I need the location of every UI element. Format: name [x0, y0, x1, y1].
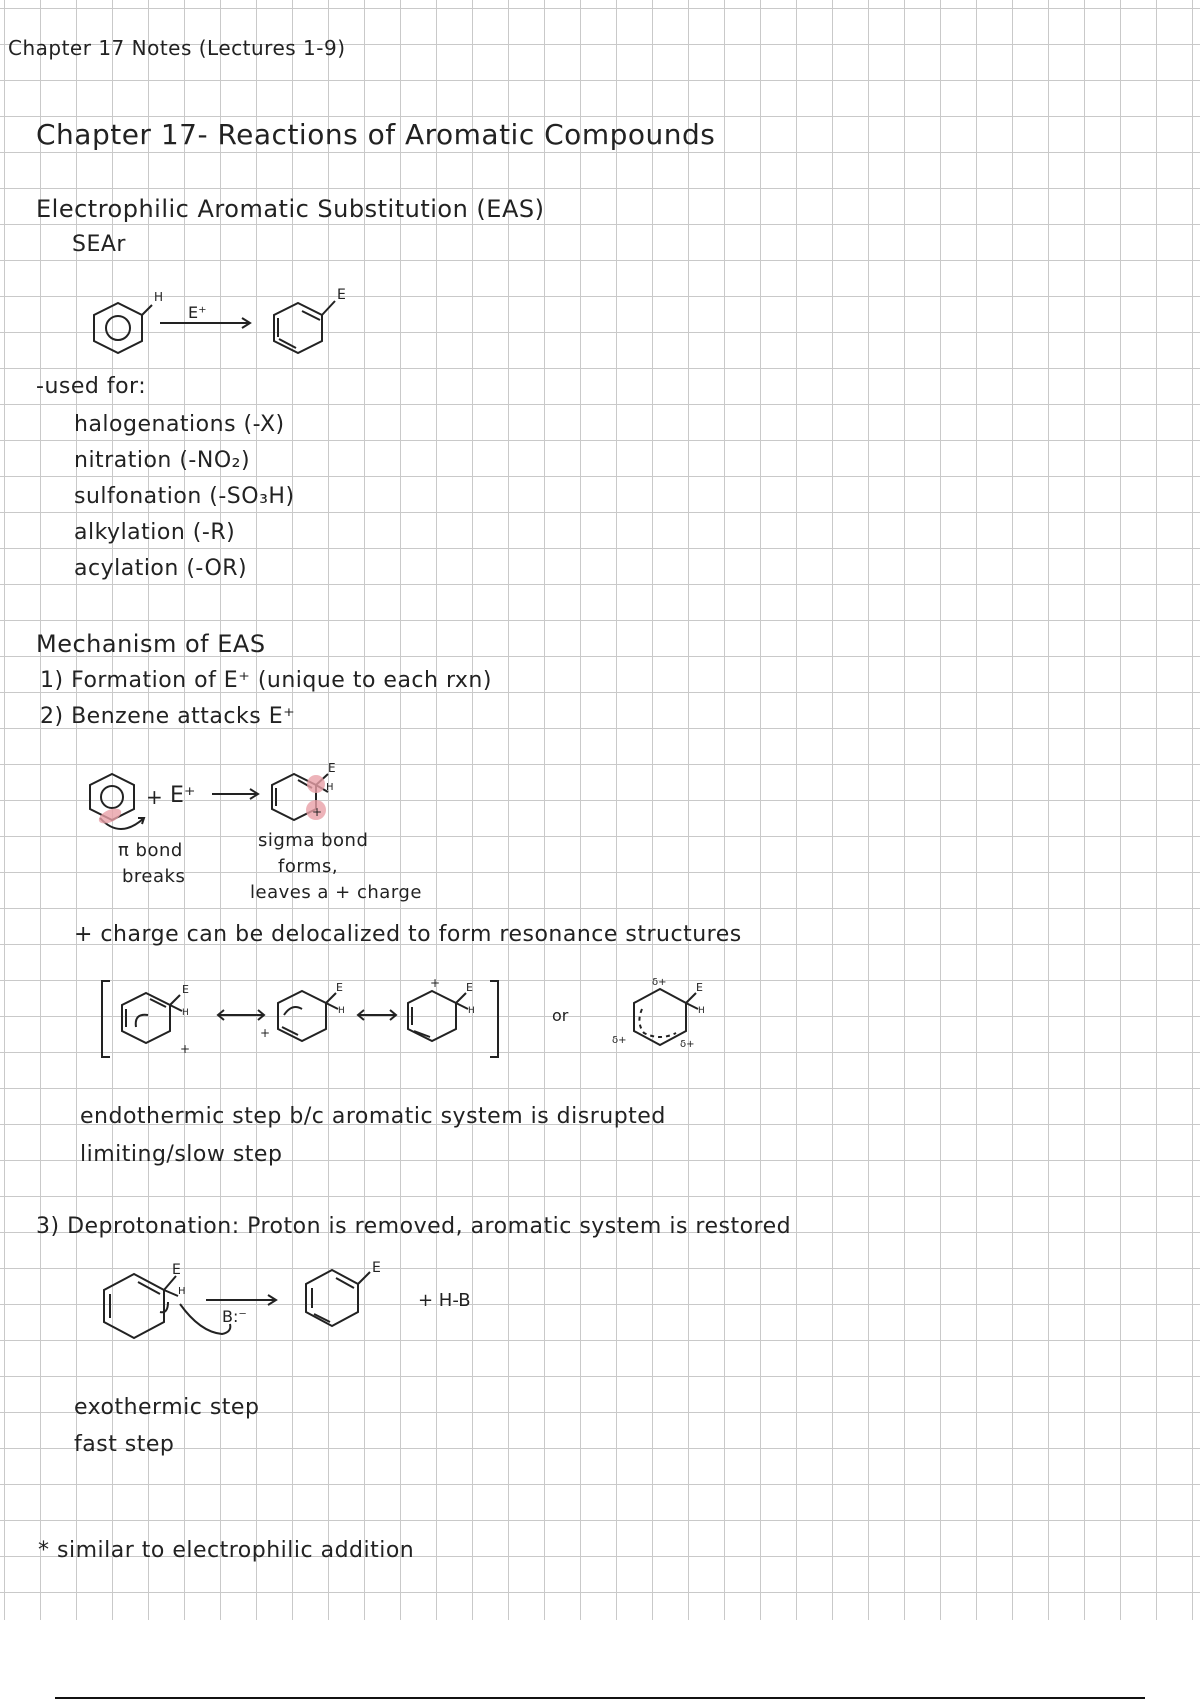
attack-e-label: E — [328, 761, 336, 775]
deprot-h-label: H — [178, 1286, 186, 1297]
footnote: * similar to electrophilic addition — [38, 1538, 415, 1563]
scheme-h-label: H — [154, 290, 164, 304]
hybrid-h: H — [698, 1006, 705, 1016]
res3-e: E — [466, 981, 473, 994]
res3-plus: + — [430, 976, 441, 990]
attack-h-label: H — [326, 782, 334, 793]
deprot-byproduct: + H-B — [418, 1290, 471, 1311]
res2-h: H — [338, 1006, 345, 1016]
res2-plus: + — [260, 1026, 271, 1040]
deprot-product-e-label: E — [372, 1260, 381, 1276]
sear-abbreviation: SEAr — [72, 232, 126, 257]
mechanism-heading: Mechanism of EAS — [36, 630, 266, 658]
mechanism-step-2: 2) Benzene attacks E⁺ — [40, 704, 296, 729]
delocalization-note: + charge can be delocalized to form resonance structures — [74, 922, 742, 947]
scheme-e-label: E — [337, 287, 346, 303]
step2-note-1: endothermic step b/c aromatic system is disrupted — [80, 1104, 666, 1129]
attack-plus: + — [146, 785, 163, 809]
page-title: Chapter 17- Reactions of Aromatic Compounds — [36, 118, 716, 151]
deprot-e-label: E — [172, 1262, 181, 1278]
hybrid-delta-right: δ+ — [680, 1039, 695, 1050]
scheme-reagent-label: E⁺ — [188, 303, 207, 322]
deprotonation-scheme — [80, 1262, 520, 1362]
hybrid-e: E — [696, 981, 703, 994]
eas-overall-scheme — [80, 285, 360, 365]
used-for-label: -used for: — [36, 374, 147, 399]
attack-reagent: E⁺ — [170, 783, 196, 808]
resonance-scheme — [96, 975, 736, 1065]
mechanism-step-1: 1) Formation of E⁺ (unique to each rxn) — [40, 668, 492, 693]
deprot-base-label: B:⁻ — [222, 1307, 247, 1326]
attack-charge-label: + — [312, 805, 323, 819]
pi-bond-note-1: π bond — [118, 840, 183, 861]
res1-plus: + — [180, 1042, 191, 1056]
pi-bond-note-2: breaks — [122, 866, 186, 887]
page-header: Chapter 17 Notes (Lectures 1-9) — [8, 36, 346, 60]
use-item-nitration: nitration (-NO₂) — [74, 448, 251, 473]
use-item-acylation: acylation (-OR) — [74, 556, 248, 581]
bottom-rule — [55, 1697, 1145, 1699]
sigma-bond-note-1: sigma bond — [258, 830, 369, 851]
mechanism-step-3: 3) Deprotonation: Proton is removed, aromatic system is restored — [36, 1214, 792, 1239]
hybrid-delta-left: δ+ — [612, 1035, 627, 1046]
use-item-alkylation: alkylation (-R) — [74, 520, 236, 545]
resonance-or: or — [552, 1006, 569, 1025]
step3-note-2: fast step — [74, 1432, 175, 1457]
step3-note-1: exothermic step — [74, 1395, 260, 1420]
hybrid-delta-top: δ+ — [652, 977, 667, 988]
use-item-sulfonation: sulfonation (-SO₃H) — [74, 484, 295, 509]
use-item-halogenation: halogenations (-X) — [74, 412, 285, 437]
step2-note-2: limiting/slow step — [80, 1142, 283, 1167]
eas-heading: Electrophilic Aromatic Substitution (EAS) — [36, 195, 545, 223]
sigma-bond-note-2: forms, — [278, 856, 339, 877]
res1-e: E — [182, 983, 189, 996]
res2-e: E — [336, 981, 343, 994]
res1-h: H — [182, 1008, 189, 1018]
sigma-bond-note-3: leaves a + charge — [250, 882, 422, 903]
res3-h: H — [468, 1006, 475, 1016]
